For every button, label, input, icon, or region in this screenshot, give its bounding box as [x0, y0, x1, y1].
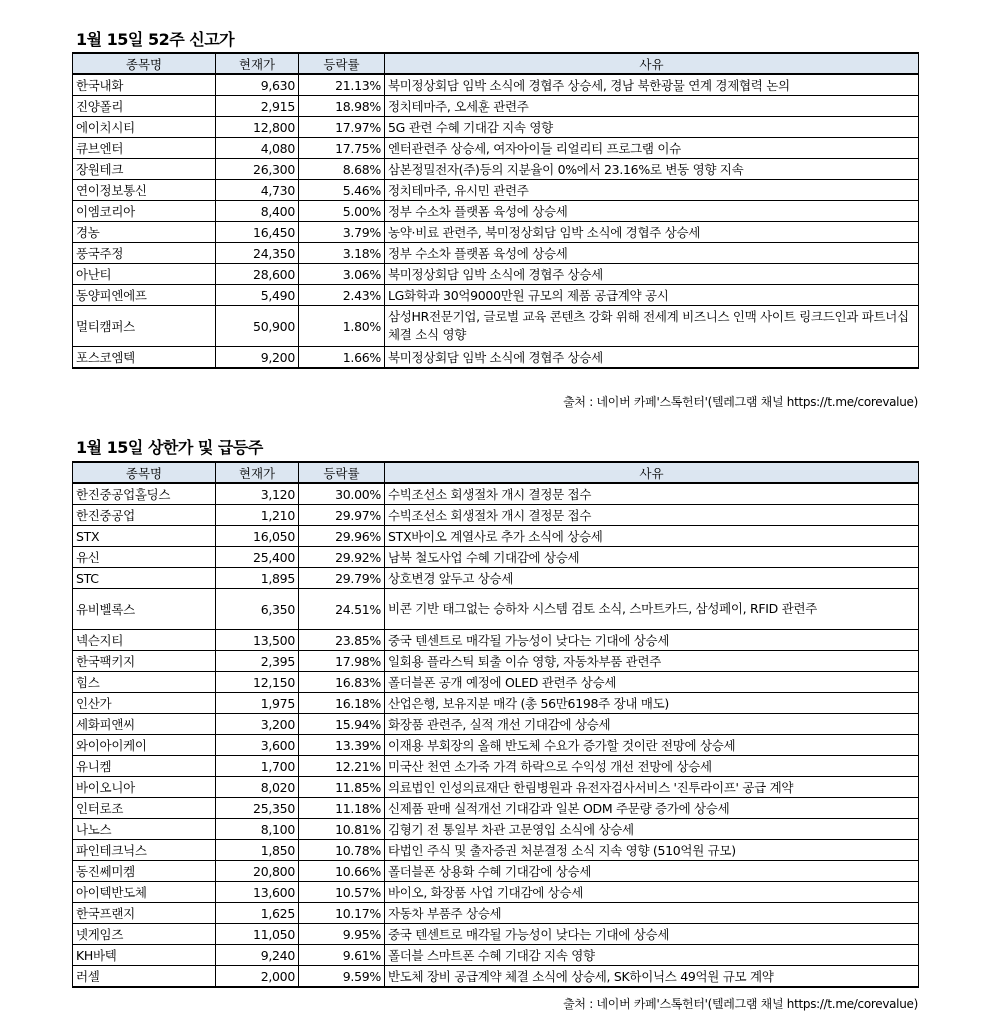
change-rate-cell: 13.39% [299, 735, 385, 756]
current-price-cell: 13,600 [216, 882, 299, 903]
reason-cell: 미국산 천연 소가죽 가격 하락으로 수익성 개선 전망에 상승세 [385, 756, 919, 777]
table-row [73, 201, 919, 222]
table-row [73, 483, 919, 505]
current-price-cell: 11,050 [216, 924, 299, 945]
stock-name-cell: KH바텍 [73, 945, 216, 966]
change-rate-cell: 10.81% [299, 819, 385, 840]
header-current-price: 현재가 [216, 462, 299, 483]
change-rate-cell: 23.85% [299, 630, 385, 651]
change-rate-cell: 16.18% [299, 693, 385, 714]
stock-name-cell: 한국팩키지 [73, 651, 216, 672]
stock-name-cell: 한국프랜지 [73, 903, 216, 924]
table-row [73, 714, 919, 735]
table-row [73, 735, 919, 756]
change-rate-cell: 5.00% [299, 201, 385, 222]
current-price-cell: 2,395 [216, 651, 299, 672]
current-price-cell: 2,000 [216, 966, 299, 988]
current-price-cell: 26,300 [216, 159, 299, 180]
stock-name-cell: 한진중공업홀딩스 [73, 483, 216, 505]
change-rate-cell: 11.18% [299, 798, 385, 819]
change-rate-cell: 18.98% [299, 96, 385, 117]
table-row [73, 693, 919, 714]
reason-cell: 정치테마주, 유시민 관련주 [385, 180, 919, 201]
reason-cell: 타법인 주식 및 출자증권 처분결정 소식 지속 영향 (510억원 규모) [385, 840, 919, 861]
stock-name-cell: 인터로조 [73, 798, 216, 819]
current-price-cell: 3,120 [216, 483, 299, 505]
stock-name-cell: 큐브엔터 [73, 138, 216, 159]
change-rate-cell: 10.66% [299, 861, 385, 882]
change-rate-cell: 5.46% [299, 180, 385, 201]
stock-name-cell: 나노스 [73, 819, 216, 840]
current-price-cell: 50,900 [216, 306, 299, 347]
source-note: 출처 : 네이버 카페'스톡헌터'(텔레그램 채널 https://t.me/corevalue) [563, 395, 918, 409]
current-price-cell: 28,600 [216, 264, 299, 285]
reason-cell: 삼성HR전문기업, 글로벌 교육 콘텐츠 강화 위해 전세계 비즈니스 인맥 사이트 링크드인과 파트너십 체결 소식 영향 [385, 306, 919, 347]
reason-cell: 산업은행, 보유지분 매각 (총 56만6198주 장내 매도) [385, 693, 919, 714]
table-row [73, 138, 919, 159]
stock-name-cell: 유니켐 [73, 756, 216, 777]
change-rate-cell: 10.57% [299, 882, 385, 903]
stock-name-cell: 아이텍반도체 [73, 882, 216, 903]
change-rate-cell: 17.98% [299, 651, 385, 672]
current-price-cell: 3,600 [216, 735, 299, 756]
reason-cell: 비콘 기반 태그없는 승하차 시스템 검토 소식, 스마트카드, 삼성페이, RFID 관련주 [385, 589, 919, 630]
change-rate-cell: 9.61% [299, 945, 385, 966]
current-price-cell: 2,915 [216, 96, 299, 117]
reason-cell: 화장품 관련주, 실적 개선 기대감에 상승세 [385, 714, 919, 735]
reason-cell: 정부 수소차 플랫폼 육성에 상승세 [385, 243, 919, 264]
header-reason: 사유 [385, 53, 919, 74]
stock-name-cell: 인산가 [73, 693, 216, 714]
current-price-cell: 25,400 [216, 547, 299, 568]
table-header-row [73, 462, 919, 483]
reason-cell: 이재용 부회장의 올해 반도체 수요가 증가할 것이란 전망에 상승세 [385, 735, 919, 756]
current-price-cell: 12,800 [216, 117, 299, 138]
current-price-cell: 12,150 [216, 672, 299, 693]
current-price-cell: 4,730 [216, 180, 299, 201]
table-row [73, 96, 919, 117]
stock-name-cell: 동진쎄미켐 [73, 861, 216, 882]
stock-name-cell: STX [73, 526, 216, 547]
reason-cell: 반도체 장비 공급계약 체결 소식에 상승세, SK하이닉스 49억원 규모 계약 [385, 966, 919, 988]
current-price-cell: 8,020 [216, 777, 299, 798]
table-row [73, 526, 919, 547]
table-row [73, 840, 919, 861]
change-rate-cell: 29.96% [299, 526, 385, 547]
reason-cell: 폴더블 스마트폰 수혜 기대감 지속 영향 [385, 945, 919, 966]
table-row [73, 347, 919, 369]
current-price-cell: 16,450 [216, 222, 299, 243]
reason-cell: 바이오, 화장품 사업 기대감에 상승세 [385, 882, 919, 903]
table-row [73, 903, 919, 924]
change-rate-cell: 17.97% [299, 117, 385, 138]
current-price-cell: 1,975 [216, 693, 299, 714]
stock-name-cell: 아난티 [73, 264, 216, 285]
table-row [73, 756, 919, 777]
current-price-cell: 9,240 [216, 945, 299, 966]
reason-cell: 정치테마주, 오세훈 관련주 [385, 96, 919, 117]
table-row [73, 945, 919, 966]
change-rate-cell: 29.92% [299, 547, 385, 568]
change-rate-cell: 8.68% [299, 159, 385, 180]
stock-name-cell: 한국내화 [73, 74, 216, 96]
header-reason: 사유 [385, 462, 919, 483]
stock-name-cell: 러셀 [73, 966, 216, 988]
section-title-upper-limit: 1월 15일 상한가 및 급등주 [76, 438, 263, 457]
change-rate-cell: 3.79% [299, 222, 385, 243]
current-price-cell: 4,080 [216, 138, 299, 159]
stock-name-cell: 에이치시티 [73, 117, 216, 138]
table-row [73, 672, 919, 693]
reason-cell: 중국 텐센트로 매각될 가능성이 낮다는 기대에 상승세 [385, 630, 919, 651]
table-row [73, 264, 919, 285]
reason-cell: 삼본정밀전자(주)등의 지분율이 0%에서 23.16%로 변동 영향 지속 [385, 159, 919, 180]
change-rate-cell: 30.00% [299, 483, 385, 505]
change-rate-cell: 2.43% [299, 285, 385, 306]
stock-name-cell: 넷게임즈 [73, 924, 216, 945]
current-price-cell: 20,800 [216, 861, 299, 882]
table-row [73, 819, 919, 840]
reason-cell: 북미정상회담 임박 소식에 경협주 상승세 [385, 347, 919, 369]
stock-name-cell: 이엠코리아 [73, 201, 216, 222]
change-rate-cell: 10.78% [299, 840, 385, 861]
current-price-cell: 9,200 [216, 347, 299, 369]
change-rate-cell: 3.06% [299, 264, 385, 285]
reason-cell: 중국 텐센트로 매각될 가능성이 낮다는 기대에 상승세 [385, 924, 919, 945]
stock-name-cell: 동양피엔에프 [73, 285, 216, 306]
header-stock-name: 종목명 [73, 462, 216, 483]
reason-cell: 상호변경 앞두고 상승세 [385, 568, 919, 589]
table-row [73, 505, 919, 526]
reason-cell: 북미정상회담 임박 소식에 경협주 상승세 [385, 264, 919, 285]
current-price-cell: 1,625 [216, 903, 299, 924]
reason-cell: 의료법인 인성의료재단 한림병원과 유전자검사서비스 '진투라이프' 공급 계약 [385, 777, 919, 798]
table-row [73, 222, 919, 243]
table-row [73, 589, 919, 630]
stock-name-cell: 멀티캠퍼스 [73, 306, 216, 347]
reason-cell: 신제품 판매 실적개선 기대감과 일본 ODM 주문량 증가에 상승세 [385, 798, 919, 819]
current-price-cell: 1,700 [216, 756, 299, 777]
header-change-rate: 등락률 [299, 462, 385, 483]
table-header-row [73, 53, 919, 74]
reason-cell: 5G 관련 수혜 기대감 지속 영향 [385, 117, 919, 138]
reason-cell: 농약·비료 관련주, 북미정상회담 임박 소식에 경협주 상승세 [385, 222, 919, 243]
change-rate-cell: 9.59% [299, 966, 385, 988]
table-row [73, 74, 919, 96]
table-row [73, 777, 919, 798]
change-rate-cell: 1.80% [299, 306, 385, 347]
reason-cell: 수빅조선소 회생절차 개시 결정문 접수 [385, 505, 919, 526]
table-row [73, 547, 919, 568]
table-row [73, 117, 919, 138]
change-rate-cell: 29.79% [299, 568, 385, 589]
reason-cell: LG화학과 30억9000만원 규모의 제품 공급계약 공시 [385, 285, 919, 306]
reason-cell: 일회용 플라스틱 퇴출 이슈 영향, 자동차부품 관련주 [385, 651, 919, 672]
current-price-cell: 16,050 [216, 526, 299, 547]
table-52week-high [72, 52, 919, 369]
table-row [73, 180, 919, 201]
current-price-cell: 1,895 [216, 568, 299, 589]
reason-cell: 폴더블폰 상용화 수혜 기대감에 상승세 [385, 861, 919, 882]
reason-cell: 정부 수소차 플랫폼 육성에 상승세 [385, 201, 919, 222]
current-price-cell: 1,850 [216, 840, 299, 861]
change-rate-cell: 9.95% [299, 924, 385, 945]
stock-name-cell: 유신 [73, 547, 216, 568]
table-row [73, 568, 919, 589]
stock-name-cell: 한진중공업 [73, 505, 216, 526]
table-row [73, 651, 919, 672]
reason-cell: 폴더블폰 공개 예정에 OLED 관련주 상승세 [385, 672, 919, 693]
stock-name-cell: 진양폴리 [73, 96, 216, 117]
stock-name-cell: 힘스 [73, 672, 216, 693]
current-price-cell: 13,500 [216, 630, 299, 651]
change-rate-cell: 21.13% [299, 74, 385, 96]
reason-cell: STX바이오 계열사로 추가 소식에 상승세 [385, 526, 919, 547]
header-stock-name: 종목명 [73, 53, 216, 74]
stock-name-cell: 풍국주정 [73, 243, 216, 264]
stock-name-cell: 파인테크닉스 [73, 840, 216, 861]
reason-cell: 자동차 부품주 상승세 [385, 903, 919, 924]
reason-cell: 수빅조선소 회생절차 개시 결정문 접수 [385, 483, 919, 505]
header-change-rate: 등락률 [299, 53, 385, 74]
current-price-cell: 24,350 [216, 243, 299, 264]
change-rate-cell: 11.85% [299, 777, 385, 798]
change-rate-cell: 10.17% [299, 903, 385, 924]
change-rate-cell: 1.66% [299, 347, 385, 369]
table-row [73, 243, 919, 264]
stock-name-cell: STC [73, 568, 216, 589]
stock-name-cell: 포스코엠텍 [73, 347, 216, 369]
stock-name-cell: 연이정보통신 [73, 180, 216, 201]
table-row [73, 306, 919, 347]
table-row [73, 798, 919, 819]
stock-name-cell: 유비벨록스 [73, 589, 216, 630]
current-price-cell: 3,200 [216, 714, 299, 735]
current-price-cell: 1,210 [216, 505, 299, 526]
current-price-cell: 8,400 [216, 201, 299, 222]
reason-cell: 엔터관련주 상승세, 여자아이들 리얼리티 프로그램 이슈 [385, 138, 919, 159]
table-row [73, 966, 919, 988]
reason-cell: 남북 철도사업 수혜 기대감에 상승세 [385, 547, 919, 568]
table-row [73, 882, 919, 903]
stock-name-cell: 와이아이케이 [73, 735, 216, 756]
header-current-price: 현재가 [216, 53, 299, 74]
table-row [73, 861, 919, 882]
table-row [73, 630, 919, 651]
table-row [73, 924, 919, 945]
change-rate-cell: 24.51% [299, 589, 385, 630]
current-price-cell: 6,350 [216, 589, 299, 630]
change-rate-cell: 16.83% [299, 672, 385, 693]
current-price-cell: 9,630 [216, 74, 299, 96]
section-title-52week-high: 1월 15일 52주 신고가 [76, 30, 235, 49]
table-row [73, 285, 919, 306]
change-rate-cell: 29.97% [299, 505, 385, 526]
source-note: 출처 : 네이버 카페'스톡헌터'(텔레그램 채널 https://t.me/corevalue) [563, 997, 918, 1011]
current-price-cell: 25,350 [216, 798, 299, 819]
reason-cell: 김형기 전 통일부 차관 고문영입 소식에 상승세 [385, 819, 919, 840]
table-row [73, 159, 919, 180]
stock-name-cell: 경농 [73, 222, 216, 243]
stock-name-cell: 장원테크 [73, 159, 216, 180]
stock-name-cell: 바이오니아 [73, 777, 216, 798]
current-price-cell: 5,490 [216, 285, 299, 306]
change-rate-cell: 17.75% [299, 138, 385, 159]
current-price-cell: 8,100 [216, 819, 299, 840]
reason-cell: 북미정상회담 임박 소식에 경협주 상승세, 경남 북한광물 연계 경제협력 논의 [385, 74, 919, 96]
change-rate-cell: 12.21% [299, 756, 385, 777]
change-rate-cell: 15.94% [299, 714, 385, 735]
change-rate-cell: 3.18% [299, 243, 385, 264]
stock-name-cell: 세화피앤씨 [73, 714, 216, 735]
table-upper-limit-surge [72, 461, 919, 988]
stock-name-cell: 넥슨지티 [73, 630, 216, 651]
